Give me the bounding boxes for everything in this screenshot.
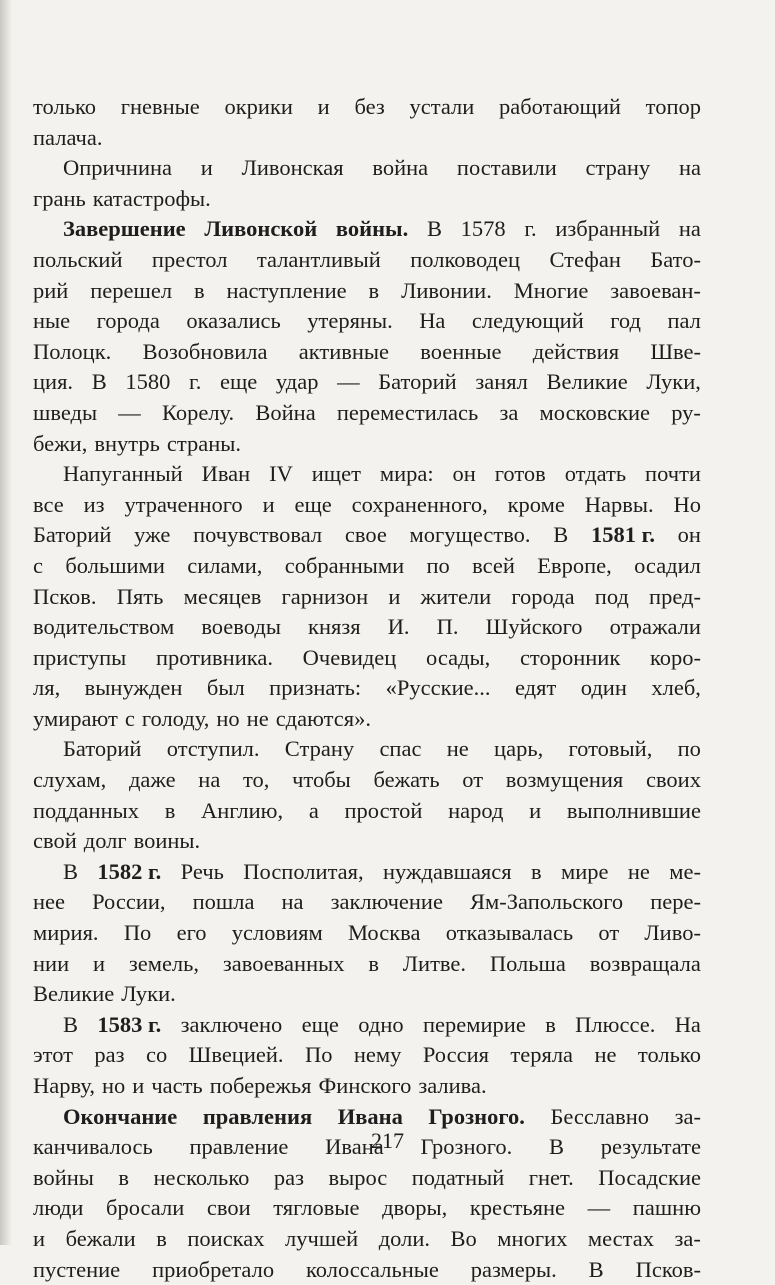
page-number: 217 [371,1128,404,1153]
text-line: умирают с голоду, но не сдаются». [33,705,371,731]
text-line: пустение приобретало колоссальные размеры. В Псков- [33,1256,701,1282]
text-line: бежи, внутрь страны. [33,430,242,456]
text-line: Опричнина и Ливонская война поставили страну на [63,155,701,181]
paragraph [33,92,701,153]
text-line: мирия. По его условиям Москва отказывалась от Ливо- [33,920,701,946]
text-line: Великие Луки. [33,981,176,1007]
text-line: польский престол талантливый полководец Стефан Бато- [33,246,701,272]
text-line: Окончание правления Ивана Грозного. Бесславно за- [63,1103,701,1129]
text-line: все из утраченного и еще сохраненного, кроме Нарвы. Но [33,491,701,517]
text-line: В 1583 г. заключено еще одно перемирие в Плюссе. На [63,1011,701,1037]
page-gutter-shadow [0,0,12,1245]
text-line: Баторий отступил. Страну спас не царь, готовый, по [63,736,701,762]
text-line: шведы — Корелу. Война переместилась за московские ру- [33,399,701,425]
text-line: свой долг воины. [33,828,201,854]
text-line: ля, вынужден был признать: «Русские... едят один хлеб, [33,675,701,701]
text-line: люди бросали свои тягловые дворы, крестьяне — пашню [33,1195,701,1221]
text-line: ные города оказались утеряны. На следующий год пал [33,308,701,334]
paragraph [33,214,701,459]
paragraph [33,734,701,856]
text-line: приступы противника. Очевидец осады, сторонник коро- [33,644,701,670]
text-line: и бежали в поисках лучшей доли. Во многих местах за- [33,1225,701,1251]
text-line: водительством воеводы князя И. П. Шуйского отражали [33,614,701,640]
text-line: Баторий уже почувствовал свое могущество. В 1581 г. он [33,522,701,548]
paragraph [33,153,701,214]
text-line: Нарву, но и часть побережья Финского залива. [33,1073,487,1098]
paragraph [33,1010,701,1102]
text-line: Псков. Пять месяцев гарнизон и жители города под пред- [33,583,701,609]
text-line: войны в несколько раз вырос податный гнет. Посадские [33,1164,701,1190]
text-line: только гневные окрики и без устали работающий топор [33,94,701,119]
text-line: канчивалось правление Ивана Грозного. В результате [33,1134,701,1160]
text-line: подданных в Англию, а простой народ и выполнившие [33,797,701,823]
text-line: Напуганный Иван IV ищет мира: он готов отдать почти [63,461,701,487]
text-line: палача. [33,124,103,150]
text-line: рий перешел в наступление в Ливонии. Многие завоеван- [33,277,701,303]
text-line: этот раз со Швецией. По нему Россия теряла не только [33,1042,701,1068]
text-line: слухам, даже на то, чтобы бежать от возмущения своих [33,767,701,793]
text-line: нии и земель, завоеванных в Литве. Польша возвращала [33,950,701,976]
paragraph [33,459,701,734]
text-line: нее России, пошла на заключение Ям-Запольского пере- [33,889,701,915]
text-line: Полоцк. Возобновила активные военные действия Шве- [33,338,701,364]
paragraph [33,857,701,1010]
text-line: В 1582 г. Речь Посполитая, нуждавшаяся в мире не ме- [63,858,701,884]
body-text [33,92,701,1285]
text-line: с большими силами, собранными по всей Европе, осадил [33,552,701,578]
text-line: Завершение Ливонской войны. В 1578 г. избранный на [63,216,701,242]
text-line: грань катастрофы. [33,185,211,211]
text-line: ция. В 1580 г. еще удар — Баторий занял Великие Луки, [33,369,701,395]
